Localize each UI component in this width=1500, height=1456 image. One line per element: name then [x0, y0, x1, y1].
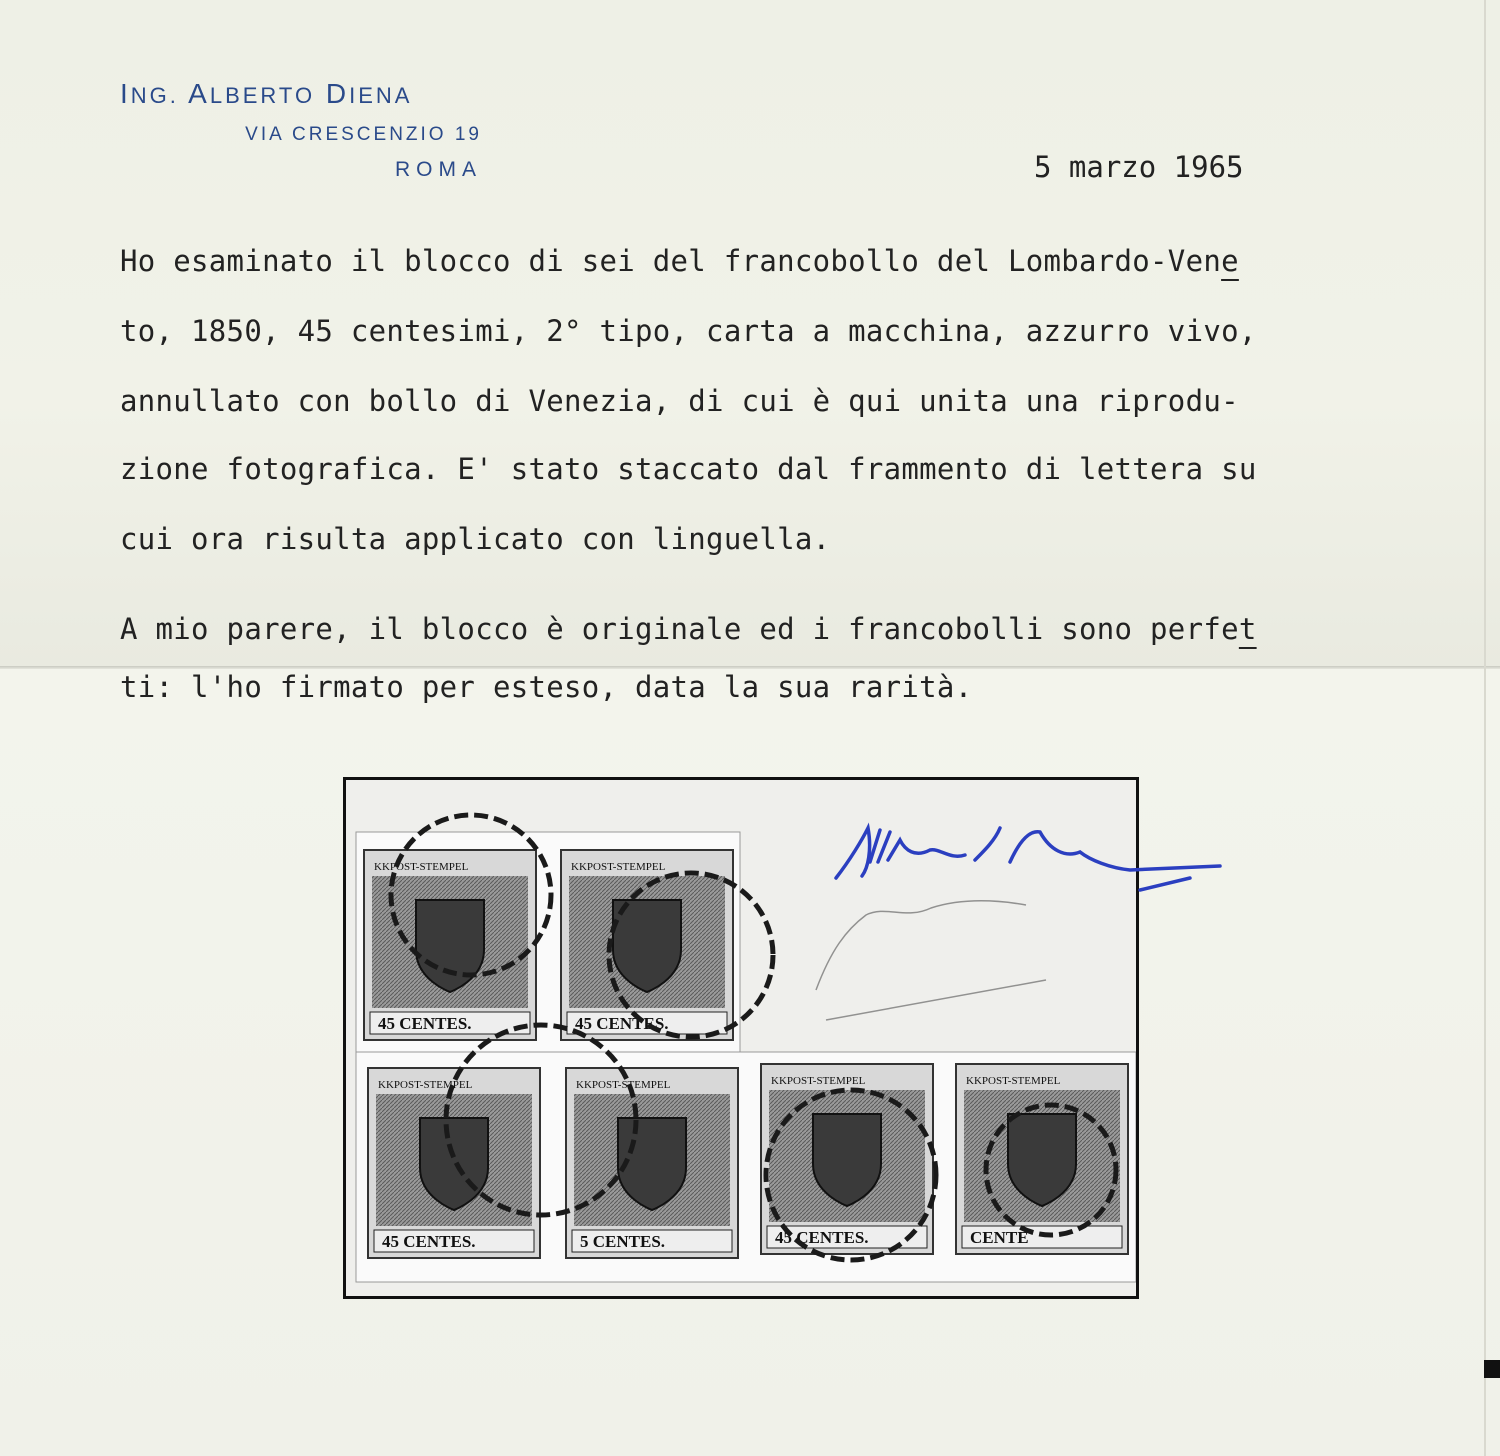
- stamp-top-label: KKPOST-STEMPEL: [378, 1079, 473, 1091]
- last-name-rest: IENA: [349, 83, 413, 108]
- paper-edge: [1484, 0, 1486, 1456]
- stamp-top-label: KKPOST-STEMPEL: [576, 1079, 671, 1091]
- body-line-text: to, 1850, 45 centesimi, 2° tipo, carta a macchina, azzurro vivo,: [120, 314, 1257, 348]
- letterhead-city: ROMA: [395, 158, 482, 181]
- stamp-value-label: CENTE: [970, 1228, 1029, 1247]
- stamp-top-label: KKPOST-STEMPEL: [571, 861, 666, 873]
- body-line-6: [120, 612, 1257, 646]
- body-line-text: Ho esaminato il blocco di sei del francobollo del Lombardo-Ven: [120, 244, 1222, 278]
- stamp: [566, 1068, 738, 1258]
- body-line-7: [120, 670, 972, 704]
- stamp-value-label: 45 CENTES.: [382, 1232, 476, 1251]
- letterhead-street: VIA CRESCENZIO 19: [245, 124, 482, 145]
- paper-fold: [0, 666, 1500, 669]
- stamp-value-label: 45 CENTES.: [575, 1014, 669, 1033]
- body-line-text: A mio parere, il blocco è originale ed i francobolli sono perfe: [120, 612, 1239, 646]
- body-line-5: [120, 522, 830, 556]
- body-line-3: [120, 384, 1239, 418]
- stamp-value-label: 45 CENTES.: [378, 1014, 472, 1033]
- first-name-initial: A: [188, 78, 210, 109]
- body-line-2: [120, 314, 1257, 348]
- stamp-block-image: [346, 780, 1136, 1296]
- body-line-underlined: e: [1221, 244, 1239, 278]
- stamp-top-label: KKPOST-STEMPEL: [771, 1075, 866, 1087]
- stamp: [761, 1064, 933, 1254]
- stamp-top-label: KKPOST-STEMPEL: [966, 1075, 1061, 1087]
- name-prefix-small: NG.: [130, 83, 179, 108]
- letter-date: 5 marzo 1965: [1034, 150, 1244, 184]
- stamp: [364, 850, 536, 1040]
- stamp: [561, 850, 733, 1040]
- last-name-initial: D: [325, 78, 350, 109]
- body-line-text: cui ora risulta applicato con linguella.: [120, 522, 831, 556]
- stamp: [956, 1064, 1128, 1254]
- body-line-underlined: t: [1238, 612, 1257, 646]
- body-line-text: ti: l'ho firmato per esteso, data la sua rarità.: [120, 670, 973, 704]
- letterhead-name: [120, 78, 482, 110]
- letterhead: [120, 78, 482, 182]
- body-line-1: [120, 244, 1239, 278]
- corner-mark: [1484, 1360, 1500, 1378]
- name-prefix: I: [120, 78, 131, 109]
- stamp-value-label: 5 CENTES.: [580, 1232, 666, 1251]
- body-line-text: zione fotografica. E' stato staccato dal frammento di lettera su: [120, 452, 1257, 486]
- stamp: [368, 1068, 540, 1258]
- first-name-rest: LBERTO: [209, 83, 316, 108]
- body-line-4: [120, 452, 1257, 486]
- stamp-block-photo: [343, 777, 1139, 1299]
- stamp-value-label: 45 CENTES.: [775, 1228, 869, 1247]
- body-line-text: annullato con bollo di Venezia, di cui è qui unita una riprodu-: [120, 384, 1239, 418]
- stamp-top-label: KKPOST-STEMPEL: [374, 861, 469, 873]
